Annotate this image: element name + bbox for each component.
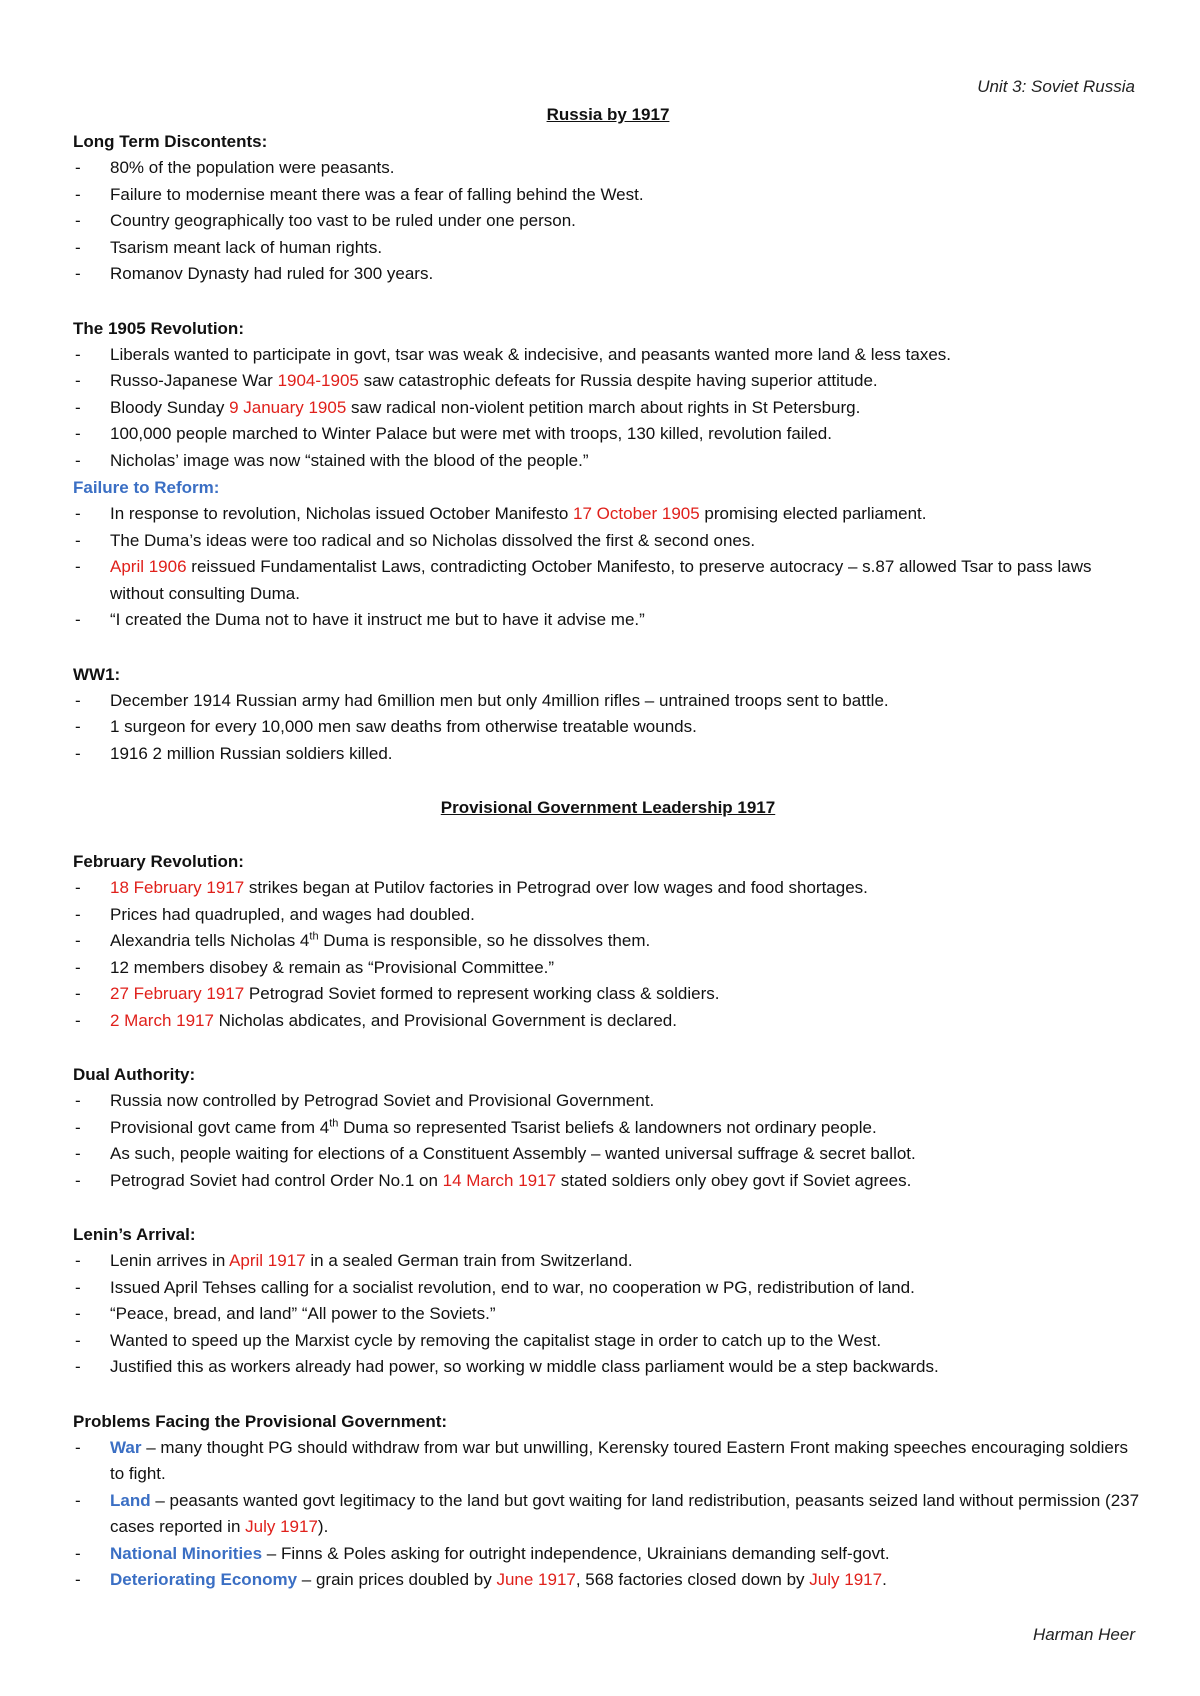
section-ww1 xyxy=(73,661,1143,768)
heading-february: February Revolution: xyxy=(73,852,244,871)
list-item: - April 1906 reissued Fundamentalist Laws, contradicting October Manifesto, to preserve autocracy – s.87 allowed Tsar to pass laws without consulting Duma. xyxy=(73,554,1143,607)
date-text: 14 March 1917 xyxy=(442,1170,557,1190)
keyword-text: Land xyxy=(110,1490,151,1510)
section-failure-to-reform xyxy=(73,474,1143,634)
section-dual-authority xyxy=(73,1061,1143,1194)
page-footer-author: Harman Heer xyxy=(1032,1625,1135,1644)
date-text: June 1917 xyxy=(496,1570,576,1589)
list-item: - December 1914 Russian army had 6million men but only 4million rifles – untrained troops sent to battle. xyxy=(73,688,1143,715)
keyword-text: National Minorities xyxy=(110,1543,263,1563)
document-content xyxy=(73,101,1143,1594)
list-item: - Wanted to speed up the Marxist cycle by removing the capitalist stage in order to catch up to the West. xyxy=(73,1328,1143,1355)
list-item: - Romanov Dynasty had ruled for 300 years. xyxy=(73,261,1143,288)
list-item: - War – many thought PG should withdraw from war but unwilling, Kerensky toured Eastern Front making speeches encouraging soldiers to fight. xyxy=(73,1435,1143,1488)
list-item: - Tsarism meant lack of human rights. xyxy=(73,235,1143,262)
list-long-term xyxy=(73,155,1143,288)
list-item: - Russia now controlled by Petrograd Soviet and Provisional Government. xyxy=(73,1088,1143,1115)
title-pg-leadership: Provisional Government Leadership 1917 xyxy=(440,798,776,817)
list-item: - As such, people waiting for elections of a Constituent Assembly – wanted universal suffrage & secret ballot. xyxy=(73,1141,1143,1168)
section-long-term-discontents xyxy=(73,128,1143,288)
list-item: - Issued April Tehses calling for a socialist revolution, end to war, no cooperation w PG, redistribution of land. xyxy=(73,1275,1143,1302)
list-item: - In response to revolution, Nicholas issued October Manifesto 17 October 1905 promising elected parliament. xyxy=(73,501,1143,528)
heading-dual-authority: Dual Authority: xyxy=(73,1065,196,1084)
list-item: - 12 members disobey & remain as “Provisional Committee.” xyxy=(73,955,1143,982)
date-text: April 1906 xyxy=(110,557,187,576)
date-text: July 1917 xyxy=(245,1517,318,1536)
heading-ww1: WW1: xyxy=(73,664,121,684)
list-item: - Country geographically too vast to be ruled under one person. xyxy=(73,208,1143,235)
list-lenin xyxy=(73,1248,1143,1381)
list-reform xyxy=(73,501,1143,634)
list-item: - Failure to modernise meant there was a fear of falling behind the West. xyxy=(73,182,1143,209)
keyword-text: War xyxy=(110,1437,142,1457)
heading-failure-to-reform: Failure to Reform: xyxy=(73,478,220,497)
date-text: 9 January 1905 xyxy=(229,397,347,417)
list-item: - Lenin arrives in April 1917 in a sealed German train from Switzerland. xyxy=(73,1248,1143,1275)
date-text: 17 October 1905 xyxy=(573,504,700,523)
page-header-unit: Unit 3: Soviet Russia xyxy=(977,77,1135,96)
list-item: - 1 surgeon for every 10,000 men saw deaths from otherwise treatable wounds. xyxy=(73,714,1143,741)
list-item: - “I created the Duma not to have it instruct me but to have it advise me.” xyxy=(73,607,1143,634)
list-1905 xyxy=(73,342,1143,475)
section-problems-pg xyxy=(73,1408,1143,1594)
date-text: 18 February 1917 xyxy=(110,878,245,897)
section-lenins-arrival xyxy=(73,1221,1143,1381)
list-item: - 18 February 1917 strikes began at Putilov factories in Petrograd over low wages and food shortages. xyxy=(73,875,1143,902)
heading-1905: The 1905 Revolution: xyxy=(73,318,244,338)
list-item: - Russo-Japanese War 1904-1905 saw catastrophic defeats for Russia despite having superior attitude. xyxy=(73,368,1143,395)
list-item: - Bloody Sunday 9 January 1905 saw radical non-violent petition march about rights in St Petersburg. xyxy=(73,395,1143,422)
date-text: April 1917 xyxy=(229,1251,306,1270)
heading-long-term: Long Term Discontents: xyxy=(73,132,268,151)
date-text: 2 March 1917 xyxy=(110,1010,214,1030)
list-item: - Land – peasants wanted govt legitimacy to the land but govt waiting for land redistribution, peasants seized land without permission (237 cases reported in July 1917). xyxy=(73,1488,1143,1541)
list-item: - Justified this as workers already had power, so working w middle class parliament would be a step backwards. xyxy=(73,1354,1143,1381)
list-item: - The Duma’s ideas were too radical and so Nicholas dissolved the first & second ones. xyxy=(73,528,1143,555)
title-russia-1917: Russia by 1917 xyxy=(546,105,670,124)
list-problems xyxy=(73,1435,1143,1594)
list-item: - “Peace, bread, and land” “All power to the Soviets.” xyxy=(73,1301,1143,1328)
list-item: - Nicholas’ image was now “stained with the blood of the people.” xyxy=(73,448,1143,475)
list-item: - 2 March 1917 Nicholas abdicates, and Provisional Government is declared. xyxy=(73,1008,1143,1035)
list-item: - Alexandria tells Nicholas 4th Duma is responsible, so he dissolves them. xyxy=(73,928,1143,955)
list-ww1 xyxy=(73,688,1143,768)
date-text: July 1917 xyxy=(809,1570,883,1589)
list-item: - Liberals wanted to participate in govt, tsar was weak & indecisive, and peasants wanted more land & less taxes. xyxy=(73,342,1143,369)
list-item: - Provisional govt came from 4th Duma so represented Tsarist beliefs & landowners not ordinary people. xyxy=(73,1115,1143,1142)
list-item: - National Minorities – Finns & Poles asking for outright independence, Ukrainians demanding self-govt. xyxy=(73,1541,1143,1568)
list-item: - Prices had quadrupled, and wages had doubled. xyxy=(73,902,1143,929)
section-1905-revolution xyxy=(73,315,1143,475)
heading-lenin: Lenin’s Arrival: xyxy=(73,1225,196,1244)
date-text: 27 February 1917 xyxy=(110,984,245,1003)
list-item: - 100,000 people marched to Winter Palace but were met with troops, 130 killed, revolution failed. xyxy=(73,421,1143,448)
list-item: - 1916 2 million Russian soldiers killed. xyxy=(73,741,1143,768)
list-february xyxy=(73,875,1143,1034)
list-item: - 27 February 1917 Petrograd Soviet formed to represent working class & soldiers. xyxy=(73,981,1143,1008)
keyword-text: Deteriorating Economy xyxy=(110,1570,298,1589)
section-february-revolution xyxy=(73,848,1143,1034)
list-item: - Petrograd Soviet had control Order No.1 on 14 March 1917 stated soldiers only obey govt if Soviet agrees. xyxy=(73,1168,1143,1195)
list-item: - 80% of the population were peasants. xyxy=(73,155,1143,182)
list-dual xyxy=(73,1088,1143,1194)
list-item: - Deteriorating Economy – grain prices doubled by June 1917, 568 factories closed down by July 1917. xyxy=(73,1567,1143,1594)
heading-problems: Problems Facing the Provisional Government: xyxy=(73,1411,448,1431)
date-text: 1904-1905 xyxy=(277,371,359,390)
